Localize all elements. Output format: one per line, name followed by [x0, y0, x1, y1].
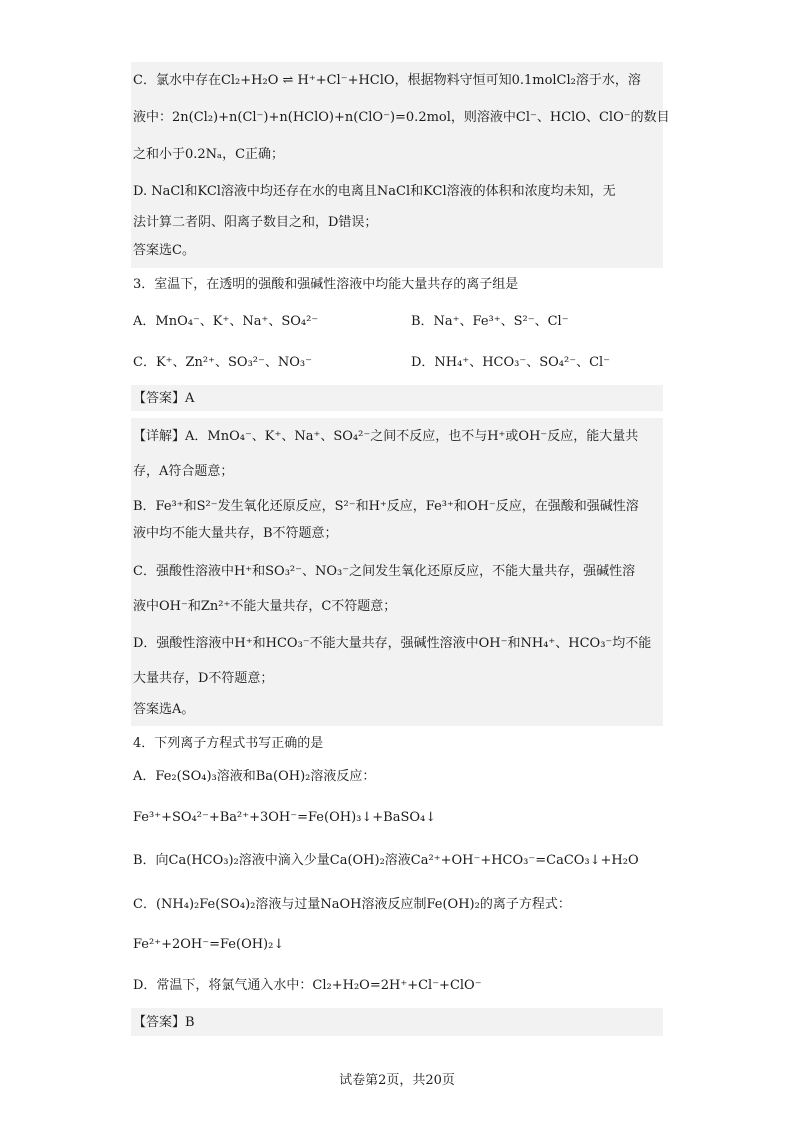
question-4-answer: 【答案】B	[133, 1015, 195, 1030]
page-footer: 试卷第2页，共20页	[339, 1073, 455, 1088]
question-4-option-c-equation: Fe²⁺+2OH⁻=Fe(OH)₂↓	[133, 937, 285, 952]
question-3-detail: 液中均不能大量共存，B不符题意；	[133, 526, 338, 541]
question-3-detail: 大量共存，D不符题意；	[133, 671, 274, 686]
question-3-option-d: D．NH₄⁺、HCO₃⁻、SO₄²⁻、Cl⁻	[411, 355, 611, 370]
question-4-option-a-equation: Fe³⁺+SO₄²⁻+Ba²⁺+3OH⁻=Fe(OH)₃↓+BaSO₄↓	[133, 810, 437, 825]
explanation-line: C．氯水中存在Cl₂+H₂O ⇌ H⁺+Cl⁻+HClO，根据物料守恒可知0.1molCl₂溶于水，溶	[133, 73, 641, 88]
question-3-option-c: C．K⁺、Zn²⁺、SO₃²⁻、NO₃⁻	[133, 355, 312, 370]
question-3-detail: D．强酸性溶液中H⁺和HCO₃⁻不能大量共存，强碱性溶液中OH⁻和NH₄⁺、HCO₃⁻均不能	[133, 636, 652, 651]
question-3-detail: B．Fe³⁺和S²⁻发生氧化还原反应，S²⁻和H⁺反应，Fe³⁺和OH⁻反应，在强酸和强碱性溶	[133, 499, 639, 514]
question-3-detail: 【详解】A．MnO₄⁻、K⁺、Na⁺、SO₄²⁻之间不反应，也不与H⁺或OH⁻反应，能大量共	[133, 429, 639, 444]
explanation-line: 液中：2n(Cl₂)+n(Cl⁻)+n(HClO)+n(ClO⁻)=0.2mol，则溶液中Cl⁻、HClO、ClO⁻的数目	[133, 110, 670, 125]
explanation-line: 法计算二者阴、阳离子数目之和，D错误；	[133, 215, 378, 230]
question-3-answer: 【答案】A	[133, 391, 195, 406]
explanation-line: 之和小于0.2Nₐ，C正确；	[133, 147, 285, 162]
explanation-line: 答案选C。	[133, 243, 195, 258]
question-3-detail: 存，A符合题意；	[133, 464, 234, 479]
question-3-detail: 答案选A。	[133, 702, 195, 717]
question-4-option-c: C．(NH₄)₂Fe(SO₄)₂溶液与过量NaOH溶液反应制Fe(OH)₂的离子方程式：	[133, 897, 571, 912]
question-4-option-b: B．向Ca(HCO₃)₂溶液中滴入少量Ca(OH)₂溶液Ca²⁺+OH⁻+HCO₃⁻=CaCO₃↓+H₂O	[133, 853, 639, 868]
question-4-stem: 4．下列离子方程式书写正确的是	[133, 736, 324, 751]
question-3-detail: C．强酸性溶液中H⁺和SO₃²⁻、NO₃⁻之间发生氧化还原反应，不能大量共存，强碱性溶	[133, 564, 636, 579]
question-4-option-a: A．Fe₂(SO₄)₃溶液和Ba(OH)₂溶液反应：	[133, 769, 376, 784]
question-3-stem: 3．室温下，在透明的强酸和强碱性溶液中均能大量共存的离子组是	[133, 277, 519, 292]
question-3-option-a: A．MnO₄⁻、K⁺、Na⁺、SO₄²⁻	[133, 314, 319, 329]
question-4-option-d: D．常温下，将氯气通入水中：Cl₂+H₂O=2H⁺+Cl⁻+ClO⁻	[133, 978, 482, 993]
explanation-line: D. NaCl和KCl溶液中均还存在水的电离且NaCl和KCl溶液的体积和浓度均未知，无	[133, 184, 616, 199]
question-3-option-b: B．Na⁺、Fe³⁺、S²⁻、Cl⁻	[411, 314, 569, 329]
question-3-detail: 液中OH⁻和Zn²⁺不能大量共存，C不符题意；	[133, 599, 397, 614]
